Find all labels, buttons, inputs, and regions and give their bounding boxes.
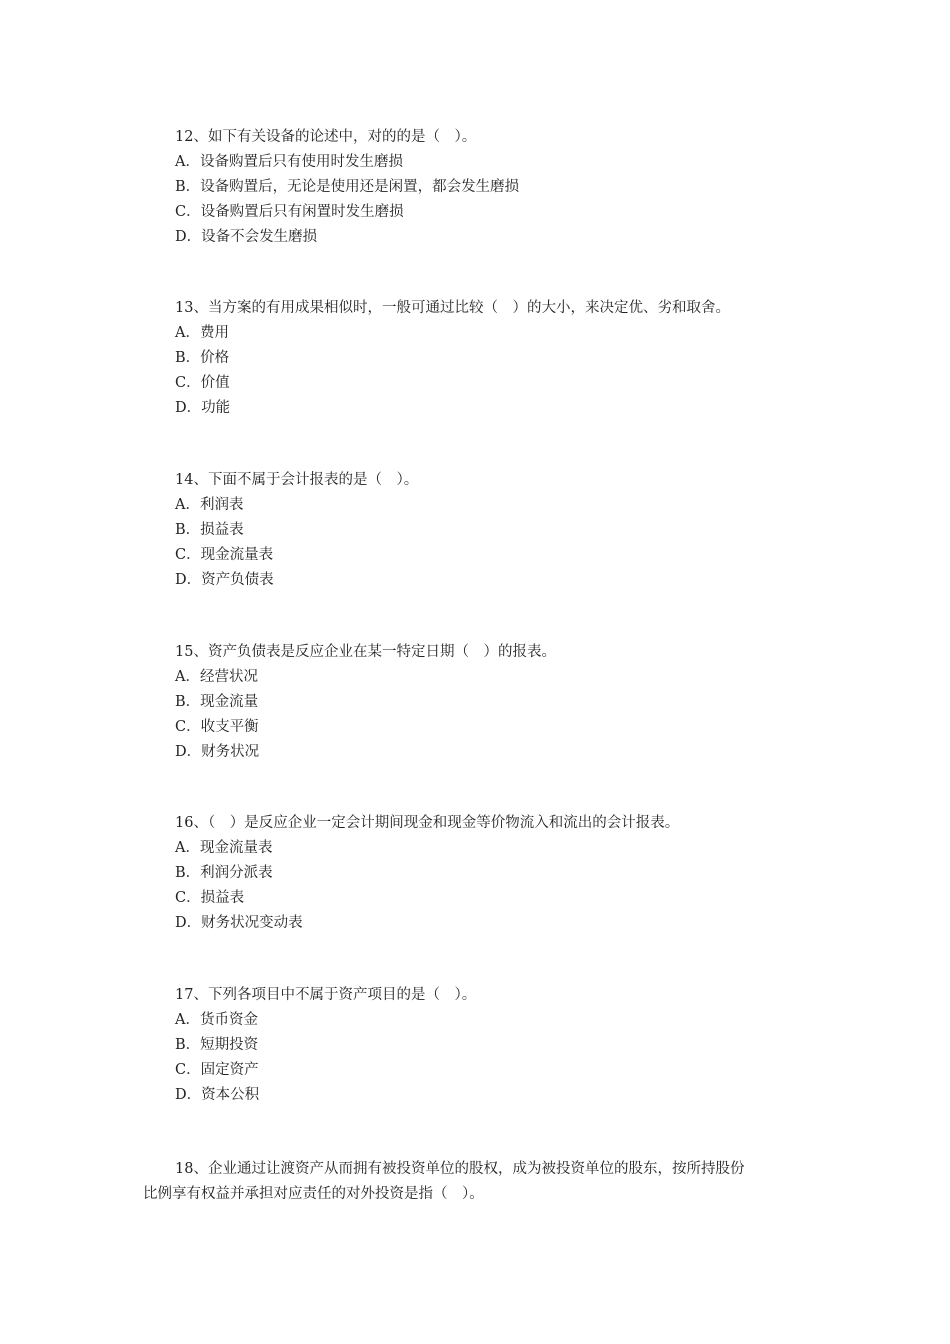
option-b: B．短期投资 xyxy=(175,1037,259,1053)
question-17 xyxy=(175,983,815,1108)
question-16 xyxy=(175,811,815,936)
option-c: C．损益表 xyxy=(175,890,245,906)
question-title: 13、当方案的有用成果相似时，一般可通过比较（ ）的大小，来决定优、劣和取舍。 xyxy=(175,300,730,316)
question-title: 16、（ ）是反应企业一定会计期间现金和现金等价物流入和流出的会计报表。 xyxy=(175,815,680,831)
option-d: D．功能 xyxy=(175,400,231,416)
option-c: C．现金流量表 xyxy=(175,547,274,563)
question-title-line-2: 比例享有权益并承担对应责任的对外投资是指（ ）。 xyxy=(143,1186,484,1202)
option-c: C．固定资产 xyxy=(175,1062,259,1078)
question-title: 15、资产负债表是反应企业在某一特定日期（ ）的报表。 xyxy=(175,644,556,660)
option-a: A．利润表 xyxy=(175,497,244,513)
option-c: C．价值 xyxy=(175,375,230,391)
option-d: D．设备不会发生磨损 xyxy=(175,229,318,245)
option-d: D．资本公积 xyxy=(175,1087,260,1103)
option-a: A．费用 xyxy=(175,325,229,341)
question-title: 12、如下有关设备的论述中，对的的是（ ）。 xyxy=(175,129,477,145)
option-b: B．价格 xyxy=(175,350,230,366)
option-b: B．设备购置后，无论是使用还是闲置，都会发生磨损 xyxy=(175,179,520,195)
question-13 xyxy=(175,296,815,421)
option-a: A．设备购置后只有使用时发生磨损 xyxy=(175,154,403,170)
option-b: B．现金流量 xyxy=(175,694,259,710)
option-b: B．利润分派表 xyxy=(175,865,273,881)
question-title: 14、下面不属于会计报表的是（ ）。 xyxy=(175,472,419,488)
question-14 xyxy=(175,468,815,593)
option-c: C．收支平衡 xyxy=(175,719,259,735)
option-d: D．财务状况变动表 xyxy=(175,915,303,931)
question-12 xyxy=(175,125,815,250)
question-title: 17、下列各项目中不属于资产项目的是（ ）。 xyxy=(175,987,477,1003)
option-d: D．资产负债表 xyxy=(175,572,274,588)
option-a: A．现金流量表 xyxy=(175,840,273,856)
option-a: A．货币资金 xyxy=(175,1012,258,1028)
option-d: D．财务状况 xyxy=(175,744,260,760)
option-c: C．设备购置后只有闲置时发生磨损 xyxy=(175,204,404,220)
question-15 xyxy=(175,640,815,765)
option-b: B．损益表 xyxy=(175,522,244,538)
option-a: A．经营状况 xyxy=(175,669,258,685)
question-18 xyxy=(143,1157,813,1207)
question-title-line-1: 18、企业通过让渡资产从而拥有被投资单位的股权，成为被投资单位的股东，按所持股份 xyxy=(175,1161,745,1177)
